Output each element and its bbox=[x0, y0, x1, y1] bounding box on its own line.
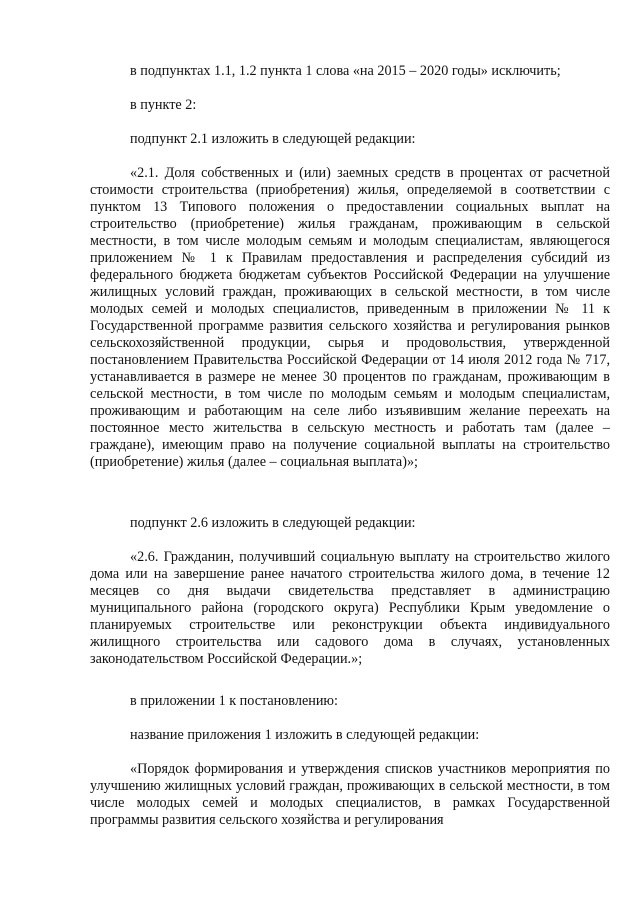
paragraph-7: в приложении 1 к постановлению: bbox=[130, 693, 338, 709]
paragraph-5: подпункт 2.6 изложить в следующей редакции: bbox=[130, 515, 416, 531]
paragraph-1: в подпунктах 1.1, 1.2 пункта 1 слова «на 2015 – 2020 годы» исключить; bbox=[130, 63, 561, 79]
paragraph-8: название приложения 1 изложить в следующей редакции: bbox=[130, 727, 480, 743]
paragraph-4: «2.1. Доля собственных и (или) заемных средств в процентах от расчетной стоимости строительства (приобретения) жилья, определяемой в соответствии с пунктом 13 Типового положения о предоставлении социальных выплат на строительство (приобретение) жилья гражданам, проживающим в сельской местности, в том числе молодым семьям и молодым специалистам, являющегося приложением № 1 к Правилам предоставления и распределения субсидий из федерального бюджета бюджетам субъектов Российской Федерации на улучшение жилищных условий граждан, проживающих в сельской местности, в том числе молодых семей и молодых специалистов, приведенным в приложении № 11 к Государственной программе развития сельского хозяйства и регулирования рынков сельскохозяйственной продукции, сырья и продовольствия, утвержденной постановлением Правительства Российской Федерации от 14 июля 2012 года № 717, устанавливается в размере не менее 30 процентов по гражданам, проживающим в сельской местности, в том числе по молодым семьям и молодым специалистам, проживающим и работающим на селе либо изъявившим желание переехать на постоянное место жительства в сельскую местность и работать там (далее – граждане), имеющим право на получение социальной выплаты на строительство (приобретение) жилья (далее – социальная выплата)»; bbox=[90, 165, 610, 470]
paragraph-6: «2.6. Гражданин, получивший социальную выплату на строительство жилого дома или на завершение ранее начатого строительства жилого дома, в течение 12 месяцев со дня выдачи свидетельства представляет в администрацию муниципального района (городского округа) Республики Крым уведомление о планируемых строительстве или реконструкции объекта индивидуального жилищного строительства или садового дома в случаях, установленных законодательством Российской Федерации.»; bbox=[90, 549, 610, 667]
paragraph-3: подпункт 2.1 изложить в следующей редакции: bbox=[130, 131, 416, 147]
paragraph-2: в пункте 2: bbox=[130, 97, 197, 113]
paragraph-9: «Порядок формирования и утверждения списков участников мероприятия по улучшению жилищных условий граждан, проживающих в сельской местности, в том числе молодых семей и молодых специалистов, в рамках Государственной программы развития сельского хозяйства и регулирования bbox=[90, 761, 610, 828]
